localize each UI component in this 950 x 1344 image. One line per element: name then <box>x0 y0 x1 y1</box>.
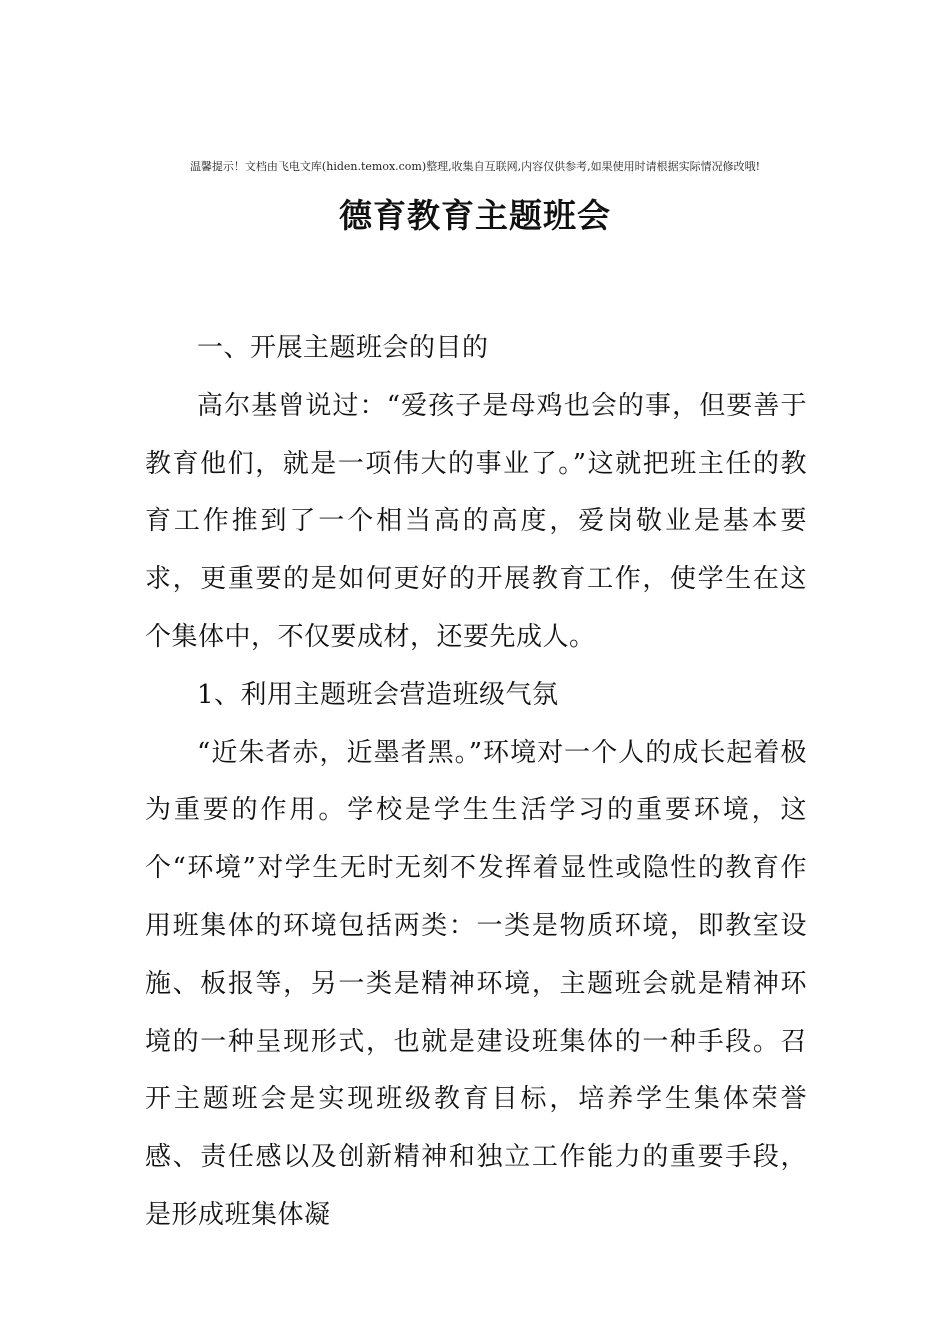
body-paragraph: 高尔基曾说过：“爱孩子是母鸡也会的事，但要善于教育他们，就是一项伟大的事业了。”这就把班主任的教育工作推到了一个相当高的高度，爱岗敬业是基本要求，更重要的是如何更好的开展教育工作，使学生在这个集体中，不仅要成材，还要先成人。 <box>145 390 807 652</box>
document-body <box>145 320 807 1245</box>
subsection-heading: 1、利用主题班会营造班级气氛 <box>197 679 559 710</box>
body-paragraph: “近朱者赤，近墨者黑。”环境对一个人的成长起着极为重要的作用。学校是学生生活学习的重要环境，这个“环境”对学生无时无刻不发挥着显性或隐性的教育作用班集体的环境包括两类：一类是物质环境，即教室设施、板报等，另一类是精神环境，主题班会就是精神环境的一种呈现形式，也就是建设班集体的一种手段。召开主题班会是实现班级教育目标，培养学生集体荣誉感、责任感以及创新精神和独立工作能力的重要手段，是形成班集体凝 <box>145 737 807 1230</box>
section-heading: 一、开展主题班会的目的 <box>197 333 489 363</box>
header-note: 温馨提示！文档由飞电文库(hiden.temox.com)整理,收集自互联网,内容仅供参考,如果使用时请根据实际情况修改哦! <box>189 160 761 173</box>
document-title: 德育教育主题班会 <box>339 196 611 235</box>
